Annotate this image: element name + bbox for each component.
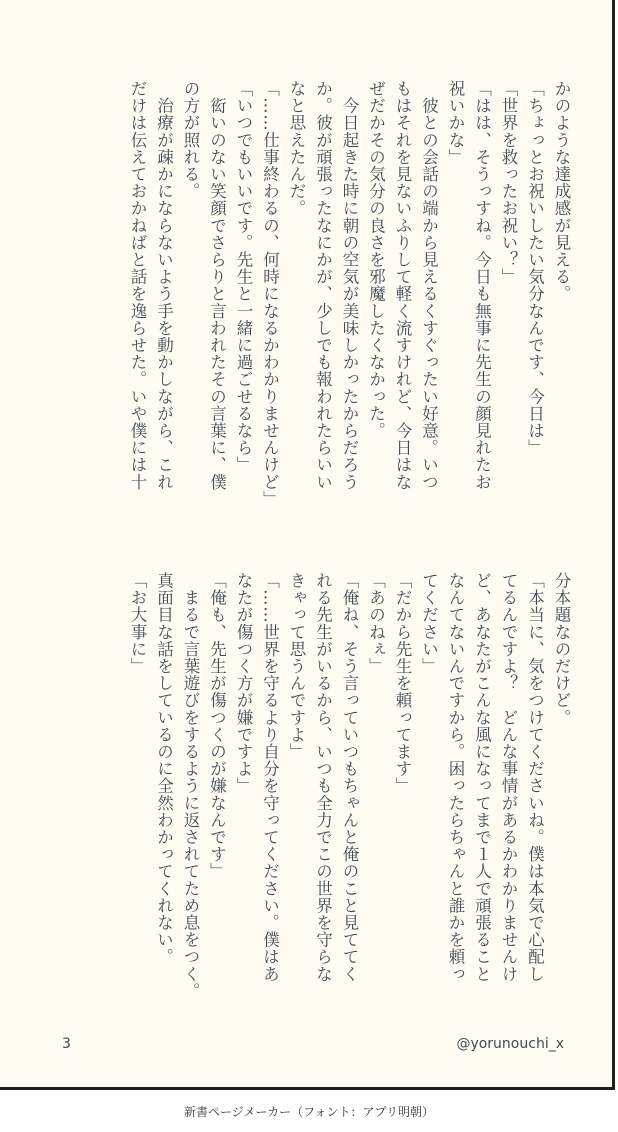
text-line: か。彼が頑張ったなにかが、少しでも報われたらいい (313, 80, 333, 491)
text-line: 「はは、そうっすね。今日も無事に先生の顔見れたお (472, 80, 492, 491)
text-line: 祝いかな」 (446, 80, 465, 166)
text-line: 真面目な話をしているのに全然わかってくれない。 (154, 572, 174, 966)
text-line: の方が照れる。 (181, 80, 200, 200)
text-line: きゃって思うんですよ」 (287, 572, 306, 761)
text-line: だけは伝えておかねばと話を逸らせた。いや僕には十 (128, 80, 147, 491)
text-block-top (124, 80, 575, 540)
text-line: れる先生がいるから、いつも全力でこの世界を守らな (313, 572, 333, 983)
text-line: 「俺も、先生が傷つくのが嫌なんです」 (207, 572, 227, 880)
text-line: 「いつでもいいです。先生と一緒に過ごせるなら」 (234, 80, 253, 474)
text-line: 「世界を救ったお祝い？」 (499, 80, 518, 286)
text-line: かのような達成感が見える。 (552, 80, 571, 303)
text-line: なと思えたんだ。 (287, 80, 306, 217)
footer-credit: 新書ページメーカー（フォント：アプリ明朝） (183, 1105, 435, 1119)
text-line: 「お大事に」 (128, 572, 147, 675)
text-line: てるんですよ？ どんな事情があるかわかりませんけ (499, 572, 518, 983)
text-line: てください」 (419, 572, 439, 675)
text-line: まるで言葉遊びをするように返されてため息をつく。 (181, 572, 200, 1000)
text-line: 分本題なのだけど。 (552, 572, 571, 726)
text-line: なたが傷つく方が嫌ですよ」 (234, 572, 253, 795)
text-line: 衒いのない笑顔でさらりと言われたその言葉に、僕 (207, 80, 227, 491)
text-line: 「……仕事終わるの、何時になるかわかりませんけど」 (260, 80, 280, 508)
text-line: 「だから先生を頼ってます」 (393, 572, 412, 795)
text-line: もはそれを見ないふりして軽く流すけれど、今日はな (393, 80, 412, 491)
author-handle: @yorunouchi_x (456, 1036, 564, 1052)
text-line: 治療が疎かにならないよう手を動かしながら、これ (154, 80, 174, 491)
text-block-bottom (124, 572, 575, 1032)
text-line: 「本当に、気をつけてくださいね。僕は本気で心配し (525, 572, 545, 983)
text-line: 「……世界を守るより自分を守ってください。僕はあ (260, 572, 280, 983)
text-line: ぜだかその気分の良さを邪魔したくなかった。 (366, 80, 386, 440)
text-line: ど、あなたがこんな風になってまで１人で頑張ること (472, 572, 492, 983)
text-line: 今日起きた時に朝の空気が美味しかったからだろう (340, 80, 359, 491)
text-line: なんてないんですから。困ったらちゃんと誰かを頼っ (446, 572, 465, 983)
text-line: 「俺ね、そう言っていつもちゃんと俺のこと見ててく (340, 572, 359, 983)
text-line: 「ちょっとお祝いしたい気分なんです、今日は」 (525, 80, 545, 457)
text-line: 「あのねぇ」 (366, 572, 386, 675)
page-number: 3 (62, 1036, 71, 1052)
text-line: 彼との会話の端から見えるくすぐったい好意。いつ (419, 80, 439, 491)
